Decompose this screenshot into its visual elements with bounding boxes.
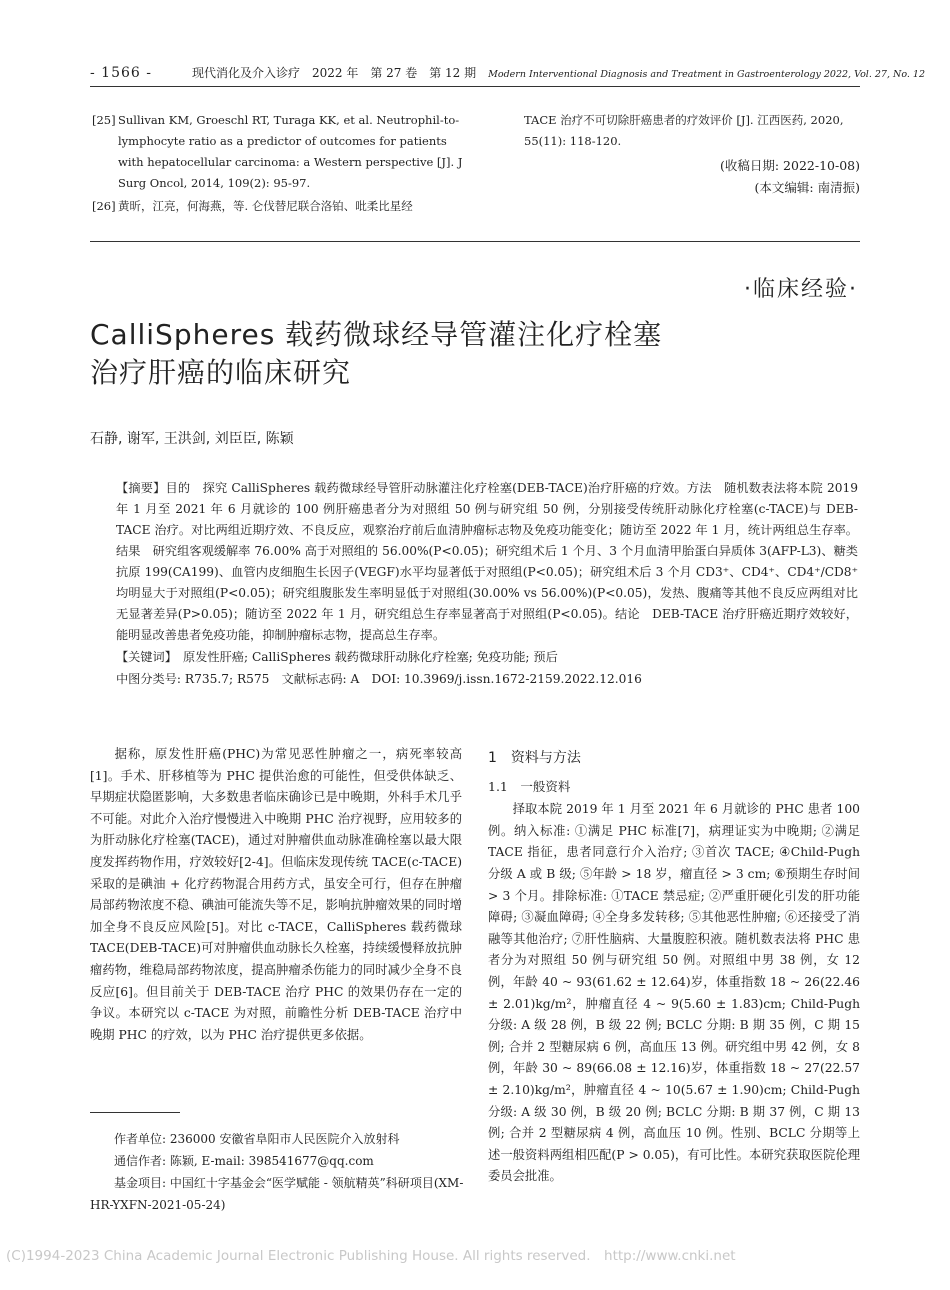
section-label: ·临床经验·	[744, 277, 858, 302]
keywords: 【关键词】 原发性肝癌; CalliSpheres 载药微球肝动脉化疗栓塞; 免疫功能; 预后	[116, 650, 558, 664]
reference-text: 黄昕，江亮，何海燕，等. 仑伐替尼联合洛铂、吡柔比星经	[118, 199, 413, 213]
reference-number: [26]	[92, 199, 116, 213]
article-title	[90, 316, 790, 392]
intro-paragraph	[90, 744, 462, 1046]
reference-26	[92, 196, 464, 217]
reference-number: [25]	[92, 113, 116, 127]
classification-line: 中图分类号: R735.7; R575 文献标志码: A DOI: 10.3969/j.issn.1672-2159.2022.12.016	[116, 672, 642, 686]
reference-26-continued	[498, 110, 860, 152]
editor-note: (本文编辑: 南清振)	[754, 180, 860, 195]
journal-name-en: Modern Interventional Diagnosis and Treatment in Gastroenterology 2022, Vol. 27, No. 12	[488, 69, 925, 80]
page-number: - 1566 -	[90, 65, 152, 81]
title-line-1: CalliSpheres 载药微球经导管灌注化疗栓塞	[90, 318, 663, 351]
received-date: (收稿日期: 2022-10-08)	[719, 158, 860, 173]
copyright-watermark: (C)1994-2023 China Academic Journal Electronic Publishing House. All rights reserved. http://www.cnki.net	[6, 1248, 736, 1264]
corresponding-author: 通信作者: 陈颖, E-mail: 398541677@qq.com	[114, 1154, 374, 1168]
subsection-heading: 1.1 一般资料	[488, 778, 571, 794]
methods-column	[488, 748, 860, 1188]
footnote-rule	[90, 1112, 180, 1113]
section-heading: 1 资料与方法	[488, 750, 581, 766]
fund-project: 基金项目: 中国红十字基金会“医学赋能 - 领航精英”科研项目(XM-HR-YXFN-2021-05-24)	[90, 1176, 464, 1212]
article-separator-rule	[90, 241, 860, 242]
abstract-block	[116, 478, 858, 690]
header-rule	[90, 86, 860, 87]
methods-text: 择取本院 2019 年 1 月至 2021 年 6 月就诊的 PHC 患者 100 例。纳入标准: ①满足 PHC 标准[7]，病理证实为中晚期; ②满足 TACE 指征，患者同意行介入治疗; ③首次 TACE; ④Child-Pugh 分级 A 或 B 级; ⑤年龄 > 18 岁，瘤直径 > 3 cm; ⑥预期生存时间 > 3 个月。排除标准: ①TACE 禁忌症; ②严重肝硬化引发的肝功能障碍; ③凝血障碍; ④全身多发转移; ⑤其他恶性肿瘤; ⑥还接受了消融等其他治疗; ⑦肝性脑病、大量腹腔积液。随机数表法将 PHC 患者分为对照组 50 例与研究组 50 例。对照组中男 38 例，女 12 例，年龄 40 ~ 93(61.62 ± 12.64)岁，体重指数 18 ~ 26(22.46 ± 2.01)kg/m²，肿瘤直径 4 ~ 9(5.60 ± 1.83)cm; Child-Pugh 分级: A 级 28 例，B 级 22 例; BCLC 分期: B 期 35 例，C 期 15 例; 合并 2 型糖尿病 6 例，高血压 13 例。研究组中男 42 例，女 8 例，年龄 30 ~ 89(66.08 ± 12.16)岁，体重指数 18 ~ 27(22.57 ± 2.10)kg/m²，肿瘤直径 4 ~ 10(5.67 ± 1.90)cm; Child-Pugh 分级: A 级 30 例，B 级 20 例; BCLC 分期: B 期 37 例，C 期 13 例; 合并 2 型糖尿病 4 例，高血压 10 例。性别、BCLC 分期等上述一般资料两组相匹配(P > 0.05)，有可比性。本研究获取医院伦理委员会批准。	[488, 802, 860, 1184]
intro-text: 据称，原发性肝癌(PHC)为常见恶性肿瘤之一，病死率较高[1]。手术、肝移植等为 PHC 提供治愈的可能性，但受供体缺乏、早期症状隐匿影响，大多数患者临床确诊已是中晚期，外科手术几乎不可能。对此介入治疗慢慢进入中晚期 PHC 治疗视野，应用较多的为肝动脉化疗栓塞(TACE)，通过对肿瘤供血动脉准确栓塞以最大限度发挥药物作用，疗效较好[2-4]。但临床发现传统 TACE(c-TACE)采取的是碘油 + 化疗药物混合用药方式，虽安全可行，但存在肿瘤局部药物浓度不稳、碘油可能流失等不足，影响抗肿瘤效果的同时增加全身不良反应风险[5]。对比 c-TACE，CalliSpheres 载药微球 TACE(DEB-TACE)可对肿瘤供血动脉长久栓塞，持续缓慢释放抗肿瘤药物，维稳局部药物浓度，提高肿瘤杀伤能力的同时减少全身不良反应[6]。但目前关于 DEB-TACE 治疗 PHC 的效果仍存在一定的争议。本研究以 c-TACE 为对照，前瞻性分析 DEB-TACE 治疗中晚期 PHC 的疗效，以为 PHC 治疗提供更多依据。	[90, 747, 462, 1042]
footnote	[90, 1128, 470, 1216]
reference-text: Sullivan KM, Groeschl RT, Turaga KK, et al. Neutrophil-to-lymphocyte ratio as a predictor of outcomes for patients with hepatocellular carcinoma: a Western perspective [J]. J Surg Oncol, 2014, 109(2): 95-97.	[118, 113, 463, 190]
author-list: 石静, 谢军, 王洪剑, 刘臣臣, 陈颖	[90, 431, 294, 447]
title-line-2: 治疗肝癌的临床研究	[90, 356, 352, 389]
reference-text: TACE 治疗不可切除肝癌患者的疗效评价 [J]. 江西医药, 2020, 55(11): 118-120.	[524, 113, 844, 148]
running-header	[90, 64, 925, 81]
author-unit: 作者单位: 236000 安徽省阜阳市人民医院介入放射科	[114, 1132, 400, 1146]
abstract-text: 【摘要】目的 探究 CalliSpheres 载药微球经导管肝动脉灌注化疗栓塞(DEB-TACE)治疗肝癌的疗效。方法 随机数表法将本院 2019 年 1 月至 2021 年 6 月就诊的 100 例肝癌患者分为对照组 50 例与研究组 50 例，分别接受传统肝动脉化疗栓塞(c-TACE)与 DEB-TACE 治疗。对比两组近期疗效、不良反应，观察治疗前后血清肿瘤标志物及免疫功能变化；随访至 2022 年 1 月，统计两组总生存率。结果 研究组客观缓解率 76.00% 高于对照组的 56.00%(P<0.05)；研究组术后 1 个月、3 个月血清甲胎蛋白异质体 3(AFP-L3)、糖类抗原 199(CA199)、血管内皮细胞生长因子(VEGF)水平均显著低于对照组(P<0.05)；研究组术后 3 个月 CD3⁺、CD4⁺、CD4⁺/CD8⁺ 均明显大于对照组(P<0.05)；研究组腹胀发生率明显低于对照组(30.00% vs 56.00%)(P<0.05)，发热、腹痛等其他不良反应两组对比无显著差异(P>0.05)；随访至 2022 年 1 月，研究组总生存率显著高于对照组(P<0.05)。结论 DEB-TACE 治疗肝癌近期疗效较好，能明显改善患者免疫功能，抑制肿瘤标志物，提高总生存率。	[116, 481, 858, 642]
journal-name-cn: 现代消化及介入诊疗 2022 年 第 27 卷 第 12 期	[191, 66, 477, 80]
reference-25	[92, 110, 464, 194]
